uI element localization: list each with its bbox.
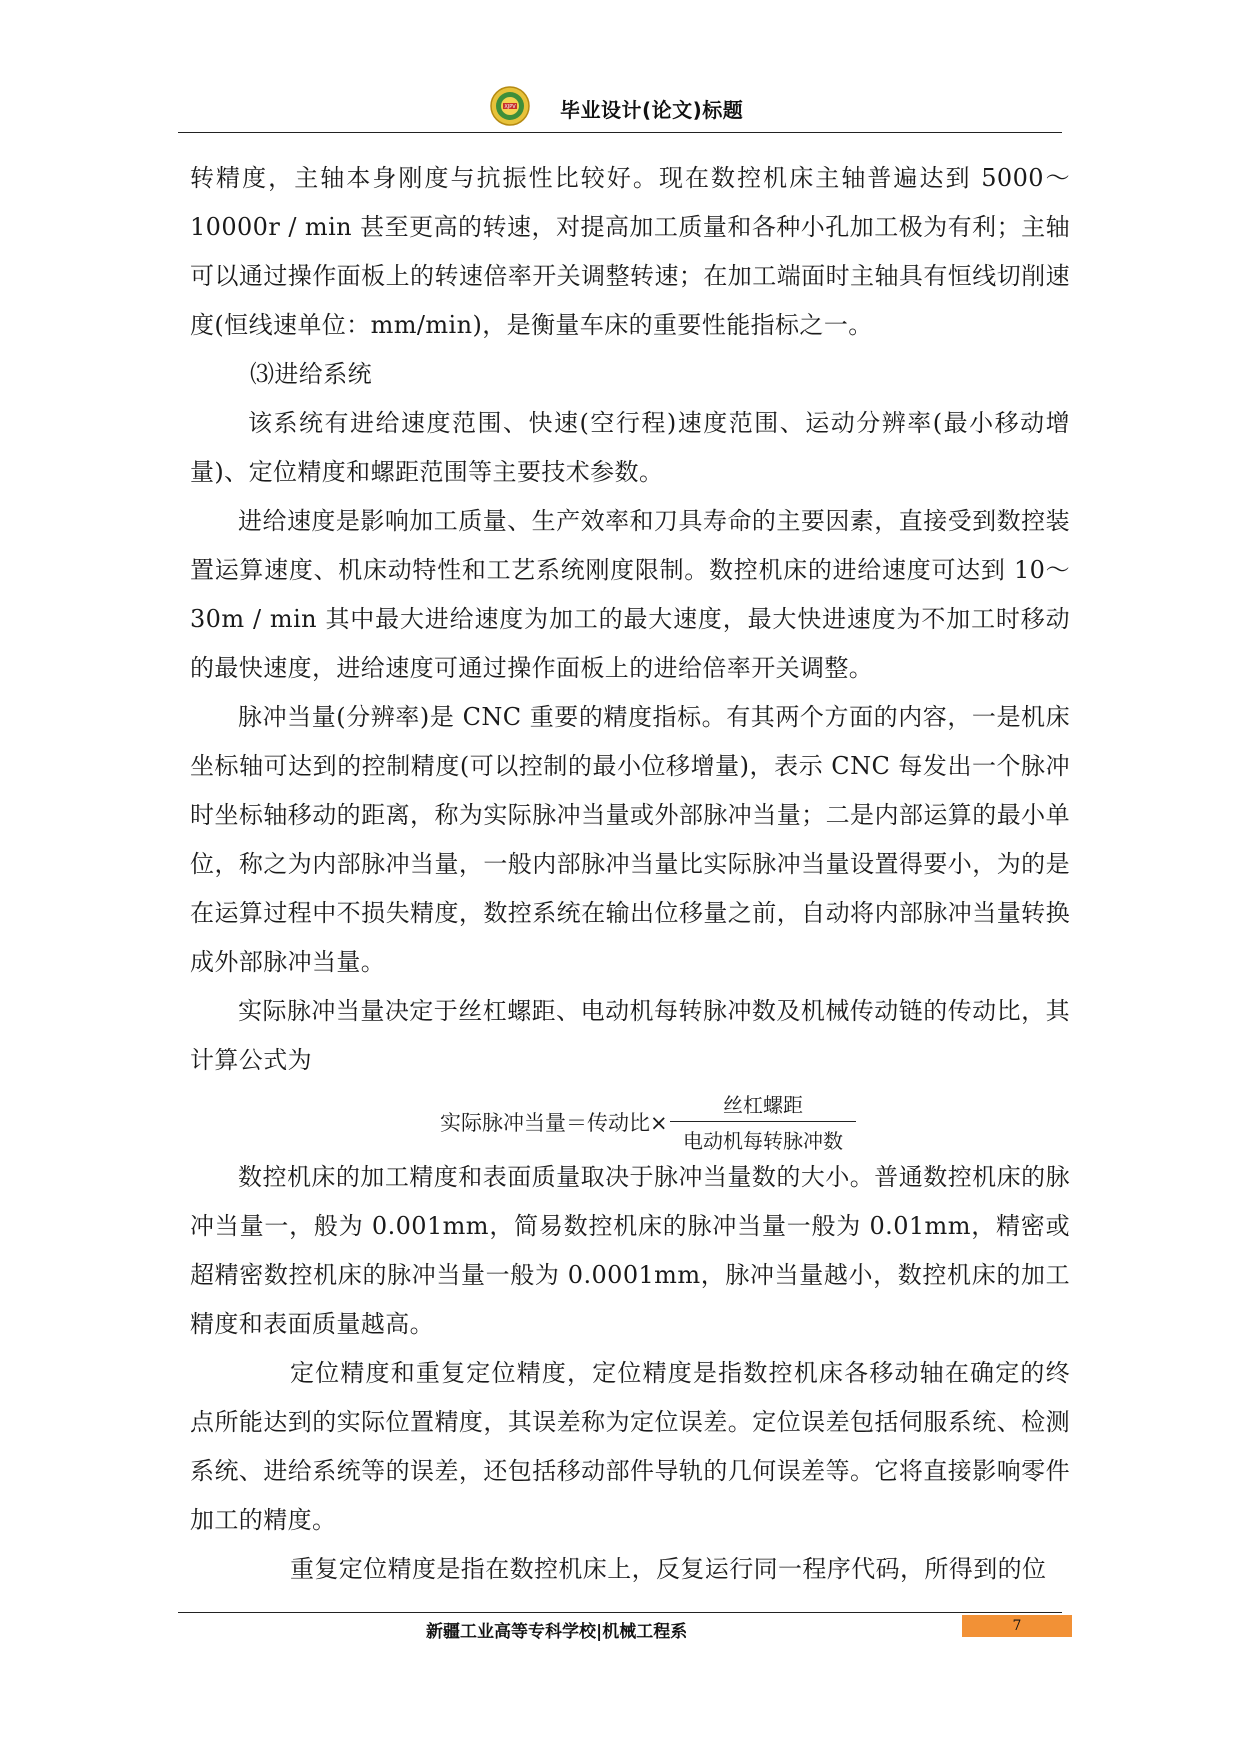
- footer-school: 新疆工业高等专科学校|机械工程系: [426, 1622, 688, 1642]
- document-body: [190, 154, 1070, 1594]
- section-heading-feed-system: ⑶进给系统: [250, 360, 372, 388]
- paragraph-pulse-equivalent: 脉冲当量(分辨率)是 CNC 重要的精度指标。有其两个方面的内容，一是机床坐标轴可达到的控制精度(可以控制的最小位移增量)，表示 CNC 每发出一个脉冲时坐标轴移动的距离，称为实际脉冲当量或外部脉冲当量；二是内部运算的最小单位，称之为内部脉冲当量，一般内部脉冲当量比实际脉冲当量设置得要小，为的是在运算过程中不损失精度，数控系统在输出位移量之前，自动将内部脉冲当量转换成外部脉冲当量。: [190, 703, 1070, 976]
- paragraph-spindle: 转精度，主轴本身刚度与抗振性比较好。现在数控机床主轴普遍达到 5000～10000r / min 甚至更高的转速，对提高加工质量和各种小孔加工极为有利；主轴可以通过操作面板上的转速倍率开关调整转速；在加工端面时主轴具有恒线切削速度(恒线速单位：mm/min)，是衡量车床的重要性能指标之一。: [190, 164, 1070, 339]
- paragraph-repeat-accuracy: 重复定位精度是指在数控机床上，反复运行同一程序代码，所得到的位: [290, 1555, 1047, 1583]
- formula-left-side: 实际脉冲当量＝传动比×: [440, 1111, 668, 1135]
- pulse-formula: [190, 1089, 1070, 1153]
- paragraph-positioning-accuracy: 定位精度和重复定位精度，定位精度是指数控机床各移动轴在确定的终点所能达到的实际位置精度，其误差称为定位误差。定位误差包括伺服系统、检测系统、进给系统等的误差，还包括移动部件导轨的几何误差等。它将直接影响零件加工的精度。: [190, 1359, 1070, 1534]
- paragraph-formula-intro: 实际脉冲当量决定于丝杠螺距、电动机每转脉冲数及机械传动链的传动比，其计算公式为: [190, 997, 1070, 1074]
- formula-fraction: [670, 1089, 856, 1154]
- formula-numerator: 丝杠螺距: [670, 1089, 856, 1122]
- emblem-text: XJPV: [504, 104, 516, 110]
- page-number: 7: [962, 1615, 1072, 1637]
- formula-denominator: 电动机每转脉冲数: [683, 1129, 843, 1153]
- school-emblem-icon: [490, 86, 530, 126]
- page-header: [178, 80, 1062, 133]
- paragraph-feed-speed: 进给速度是影响加工质量、生产效率和刀具寿命的主要因素，直接受到数控装置运算速度、机床动特性和工艺系统刚度限制。数控机床的进给速度可达到 10～30m / min 其中最大进给速度为加工的最大速度，最大快进速度为不加工时移动的最快速度，进给速度可通过操作面板上的进给倍率开关调整。: [190, 507, 1070, 682]
- paragraph-feed-params: 该系统有进给速度范围、快速(空行程)速度范围、运动分辨率(最小移动增量)、定位精度和螺距范围等主要技术参数。: [190, 409, 1070, 486]
- header-title: 毕业设计(论文)标题: [560, 98, 744, 122]
- page-footer: [178, 1612, 1062, 1642]
- paragraph-precision: 数控机床的加工精度和表面质量取决于脉冲当量数的大小。普通数控机床的脉冲当量一，般为 0.001mm，简易数控机床的脉冲当量一般为 0.01mm，精密或超精密数控机床的脉冲当量一般为 0.0001mm，脉冲当量越小，数控机床的加工精度和表面质量越高。: [190, 1163, 1070, 1338]
